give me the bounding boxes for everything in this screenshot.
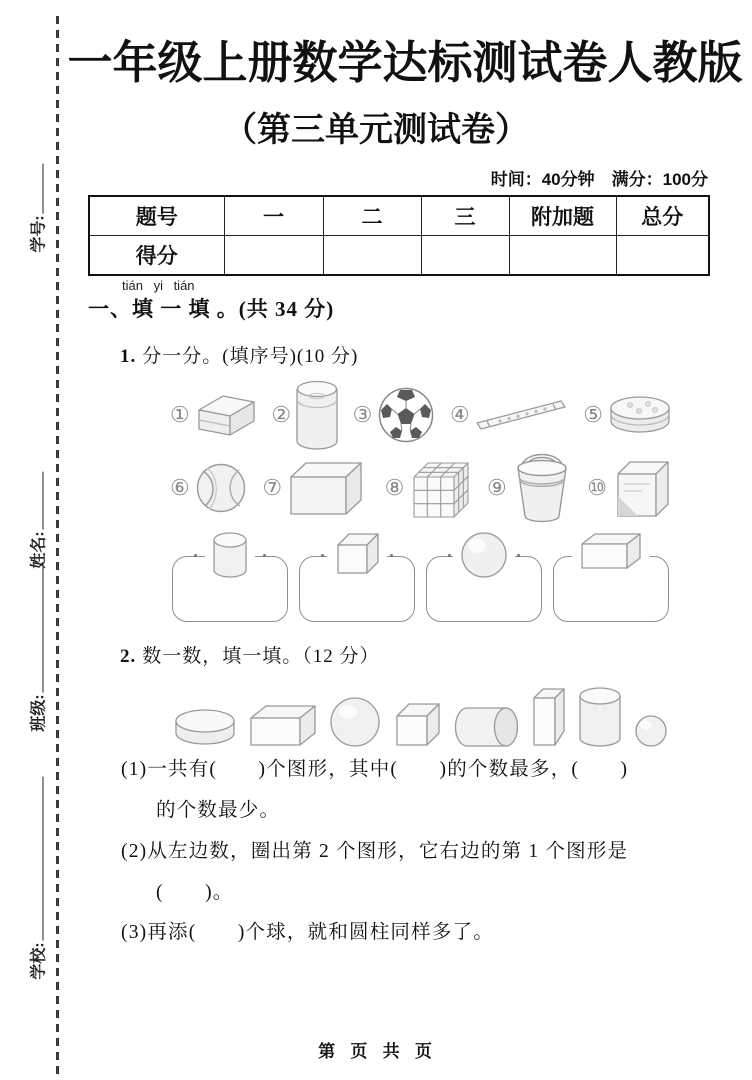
cylinder-icon [205,531,255,579]
lying-cylinder-icon [453,706,519,748]
question-2-shapes-row [174,682,668,748]
score-cell-bonus [509,236,616,276]
item-6 [170,462,247,514]
gap-dot [194,554,197,557]
item-1 [170,391,257,439]
item-8 [385,456,472,520]
score-label: 得分 [89,236,224,276]
header-bonus: 附加题 [509,196,616,236]
name-label: 姓名: [30,531,48,569]
tall-cuboid-icon [531,686,567,748]
question-1-number: 1. [120,346,137,367]
flat-cylinder-icon [174,708,236,748]
question-2-title [120,641,380,668]
question-1-text: 分一分。(填序号)(10 分) [142,346,359,367]
bin-cylinder [172,556,288,622]
eraser-icon [195,391,257,439]
sphere-icon [329,696,381,748]
score-table-header-row [89,196,709,236]
school-label: 学校: [30,942,48,980]
score-cell-1 [224,236,323,276]
item-2 [271,379,338,451]
item-3 [353,386,436,444]
circled-number-4: ④ [449,402,470,427]
box-icon [287,458,369,518]
page-footer: 第 页 共 页 [318,1042,434,1061]
question-1-objects-row-2 [170,448,672,528]
header-part-3: 三 [421,196,509,236]
cylinder-icon [578,686,622,748]
small-sphere-icon [634,714,668,748]
pinyin-annotation: tián yi tián [122,278,195,293]
page-subtitle: （第三单元测试卷） [223,111,529,149]
class-blank [29,562,44,692]
header-total: 总分 [616,196,709,236]
score-cell-3 [421,236,509,276]
rubiks-cube-icon [409,456,471,520]
item-10 [587,456,672,520]
question-2-text: 数一数，填一填。（12 分） [142,646,380,667]
time-score-info: 时间：40分钟 满分：100分 [490,170,708,189]
question-2-sub-1-line-2: 的个数最少。 [156,800,281,821]
tennis-ball-icon [195,462,247,514]
header-part-2: 二 [323,196,421,236]
question-1-objects-row-1 [170,378,672,452]
gap-dot [517,554,520,557]
gap-dot [390,554,393,557]
circled-number-10: ⑩ [587,475,607,500]
sphere-icon [453,531,515,579]
section-one-heading: 一、填 一 填 。(共 34 分) [88,297,335,321]
question-2-number: 2. [120,646,137,667]
school-field [26,776,49,979]
score-table-score-row [89,236,709,276]
circled-number-5: ⑤ [583,402,603,427]
name-blank [29,471,44,529]
circled-number-3: ③ [352,402,373,427]
gift-box-icon [612,456,672,520]
name-field [26,471,49,568]
gap-dot [263,554,266,557]
question-2-sub-1-line-1: (1)一共有( )个图形，其中( )的个数最多，( ) [121,759,629,780]
circled-number-9: ⑨ [486,475,507,500]
student-id-field [26,163,49,252]
question-1-answer-bins [172,556,669,622]
bin-cuboid [553,556,669,622]
circled-number-1: ① [170,402,190,427]
score-cell-2 [323,236,421,276]
bucket-icon [512,448,572,528]
cuboid-icon [572,531,650,571]
gap-dot [448,554,451,557]
soccer-ball-icon [377,386,435,444]
header-question-number: 题号 [89,196,224,236]
bin-sphere [426,556,542,622]
cube-icon [327,531,387,575]
item-7 [262,458,369,518]
score-table [88,195,710,276]
bin-cube [299,556,415,622]
question-2-sub-3: (3)再添( )个球，就和圆柱同样多了。 [121,922,494,943]
gap-dot [321,554,324,557]
page-title: 一年级上册数学达标测试卷人教版 [67,37,743,88]
flute-icon [475,397,569,433]
can-icon [296,379,338,451]
class-field [26,562,49,731]
biscuit-tin-icon [608,392,672,438]
question-1-title [120,341,358,368]
circled-number-8: ⑧ [384,475,405,500]
question-2-sub-2-line-1: (2)从左边数，圈出第 2 个图形，它右边的第 1 个图形是 [121,841,629,862]
item-9 [487,448,572,528]
circled-number-2: ② [271,402,292,427]
class-label: 班级: [30,694,48,732]
school-blank [29,776,44,940]
student-id-label: 学号: [30,215,48,253]
cube-icon [393,700,441,748]
item-4 [450,397,569,433]
question-2-sub-2-line-2: ( )。 [156,882,234,903]
circled-number-6: ⑥ [170,475,190,500]
score-cell-total [616,236,709,276]
circled-number-7: ⑦ [262,475,283,500]
dashed-cut-line [56,16,59,1080]
header-part-1: 一 [224,196,323,236]
item-5 [583,392,672,438]
cuboid-icon [248,702,318,748]
student-id-blank [29,163,44,213]
